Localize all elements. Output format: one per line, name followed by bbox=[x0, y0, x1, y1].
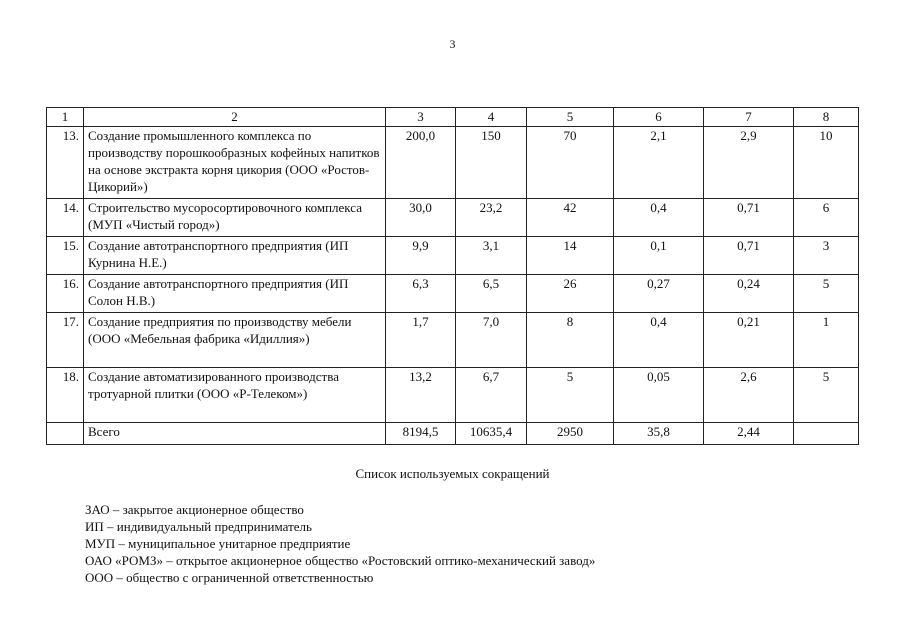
header-cell-1: 1 bbox=[47, 108, 84, 127]
cell-col-8: 5 bbox=[794, 275, 859, 313]
cell-col-3: 6,3 bbox=[386, 275, 456, 313]
project-name: Создание автоматизированного производства тротуарной плитки (ООО «Р-Телеком») bbox=[84, 368, 386, 423]
header-cell-4: 4 bbox=[456, 108, 527, 127]
cell-col-8: 10 bbox=[794, 127, 859, 199]
cell-col-6: 0,27 bbox=[614, 275, 704, 313]
cell-col-6: 0,4 bbox=[614, 313, 704, 368]
abbreviation-item: ЗАО – закрытое акционерное общество bbox=[85, 502, 304, 517]
cell-col-7: 0,21 bbox=[704, 313, 794, 368]
row-number: 16. bbox=[47, 275, 84, 313]
cell-col-3: 200,0 bbox=[386, 127, 456, 199]
cell-col-4: 150 bbox=[456, 127, 527, 199]
table-row bbox=[47, 127, 859, 199]
table-row bbox=[47, 199, 859, 237]
table-row bbox=[47, 313, 859, 368]
total-col-3: 8194,5 bbox=[386, 423, 456, 445]
cell-col-6: 2,1 bbox=[614, 127, 704, 199]
abbreviations-list bbox=[85, 501, 595, 586]
cell-col-5: 8 bbox=[527, 313, 614, 368]
project-name: Создание промышленного комплекса по производству порошкообразных кофейных напитков на основе экстракта корня цикория (ООО «Ростов-Цикорий») bbox=[84, 127, 386, 199]
header-cell-6: 6 bbox=[614, 108, 704, 127]
cell-col-4: 6,5 bbox=[456, 275, 527, 313]
row-number: 15. bbox=[47, 237, 84, 275]
cell-col-3: 1,7 bbox=[386, 313, 456, 368]
total-col-8 bbox=[794, 423, 859, 445]
header-cell-5: 5 bbox=[527, 108, 614, 127]
header-cell-8: 8 bbox=[794, 108, 859, 127]
total-label: Всего bbox=[84, 423, 386, 445]
total-row bbox=[47, 423, 859, 445]
cell-col-4: 23,2 bbox=[456, 199, 527, 237]
cell-col-8: 5 bbox=[794, 368, 859, 423]
abbreviation-item: МУП – муниципальное унитарное предприятие bbox=[85, 536, 351, 551]
cell-col-4: 6,7 bbox=[456, 368, 527, 423]
cell-col-3: 30,0 bbox=[386, 199, 456, 237]
project-name: Создание автотранспортного предприятия (ИП Солон Н.В.) bbox=[84, 275, 386, 313]
cell-col-8: 3 bbox=[794, 237, 859, 275]
cell-col-5: 70 bbox=[527, 127, 614, 199]
cell-col-5: 42 bbox=[527, 199, 614, 237]
row-number: 14. bbox=[47, 199, 84, 237]
cell-col-8: 1 bbox=[794, 313, 859, 368]
project-name: Создание предприятия по производству мебели (ООО «Мебельная фабрика «Идиллия») bbox=[84, 313, 386, 368]
total-col-6: 35,8 bbox=[614, 423, 704, 445]
abbreviation-item: ОАО «РОМЗ» – открытое акционерное общество «Ростовский оптико-механический завод» bbox=[85, 553, 596, 568]
cell-col-4: 7,0 bbox=[456, 313, 527, 368]
table-row bbox=[47, 237, 859, 275]
header-cell-2: 2 bbox=[84, 108, 386, 127]
cell-col-7: 0,71 bbox=[704, 237, 794, 275]
abbreviations-title: Список используемых сокращений bbox=[355, 466, 550, 481]
cell-col-5: 5 bbox=[527, 368, 614, 423]
total-col-4: 10635,4 bbox=[456, 423, 527, 445]
cell-col-7: 0,24 bbox=[704, 275, 794, 313]
project-name: Строительство мусоросортировочного комплекса (МУП «Чистый город») bbox=[84, 199, 386, 237]
cell-col-6: 0,1 bbox=[614, 237, 704, 275]
header-cell-3: 3 bbox=[386, 108, 456, 127]
row-number: 13. bbox=[47, 127, 84, 199]
cell-col-4: 3,1 bbox=[456, 237, 527, 275]
total-empty-cell bbox=[47, 423, 84, 445]
total-col-5: 2950 bbox=[527, 423, 614, 445]
table-row bbox=[47, 275, 859, 313]
row-number: 18. bbox=[47, 368, 84, 423]
cell-col-8: 6 bbox=[794, 199, 859, 237]
table-row bbox=[47, 368, 859, 423]
page-number: 3 bbox=[449, 37, 456, 51]
cell-col-5: 26 bbox=[527, 275, 614, 313]
row-number: 17. bbox=[47, 313, 84, 368]
projects-table bbox=[46, 107, 859, 445]
cell-col-6: 0,4 bbox=[614, 199, 704, 237]
abbreviation-item: ИП – индивидуальный предприниматель bbox=[85, 519, 312, 534]
cell-col-6: 0,05 bbox=[614, 368, 704, 423]
cell-col-3: 9,9 bbox=[386, 237, 456, 275]
cell-col-7: 2,6 bbox=[704, 368, 794, 423]
cell-col-5: 14 bbox=[527, 237, 614, 275]
cell-col-3: 13,2 bbox=[386, 368, 456, 423]
cell-col-7: 2,9 bbox=[704, 127, 794, 199]
header-row bbox=[47, 108, 859, 127]
header-cell-7: 7 bbox=[704, 108, 794, 127]
total-col-7: 2,44 bbox=[704, 423, 794, 445]
abbreviation-item: ООО – общество с ограниченной ответственностью bbox=[85, 570, 374, 585]
project-name: Создание автотранспортного предприятия (ИП Курнина Н.Е.) bbox=[84, 237, 386, 275]
cell-col-7: 0,71 bbox=[704, 199, 794, 237]
